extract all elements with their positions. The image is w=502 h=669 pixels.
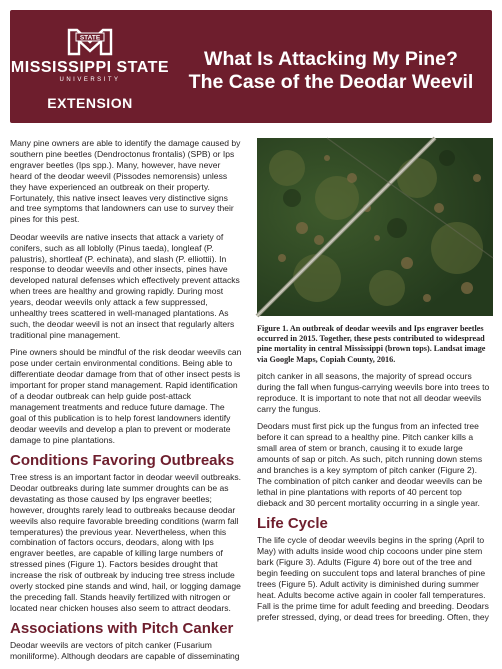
aerial-forest-image xyxy=(257,138,493,316)
page-title xyxy=(170,48,492,94)
section-heading-life-cycle: Life Cycle xyxy=(257,515,328,533)
msu-extension-logo xyxy=(10,10,170,123)
aerial-photo-figure-1 xyxy=(257,138,493,316)
figure-1-caption: Figure 1. An outbreak of deodar weevils and Ips engraver beetles occurred in 2015. Together, these pests contributed to widespread pine mortality in central Mississippi (brown tops). Landsat image via Google Maps, Copiah County, 2016. xyxy=(257,324,486,364)
title-line-2: The Case of the Deodar Weevil xyxy=(188,71,474,93)
body-paragraph: The life cycle of deodar weevils begins in the spring (April to May) with adults inside wood chip cocoons under pine stem bark (Figure 3). Adults (Figure 4) bore out of the tree and begin feeding on succulent tops and lateral branches of pine trees (Figure 5). Adult activity is diminished during summer heat. Adults become active again in cooler fall temperatures. Fall is the prime time for adult feeding and breeding. Deodars prefer stressed, dying, or dead trees for breeding. Often, they xyxy=(257,535,489,622)
body-paragraph: pitch canker in all seasons, the majority of spread occurs during the fall when fungus-carrying weevils bore into trees to reproduce. It is important to note that not all deodar weevils carry the fungus. xyxy=(257,371,490,415)
body-paragraph: Tree stress is an important factor in deodar weevil outbreaks. Deodar outbreaks during late summer droughts can be as devastating as those caused by Ips engraver beetles; however, droughts rarely lead to outbreaks because deodar weevils also require favorable breeding conditions (warm fall temperatures) the previous year. Nevertheless, when this combination of factors occurs, deodars, along with Ips engraver beetles, are capable of killing large numbers of stressed pines (Figure 1). Factors besides drought that increase the risk of outbreak by inducing tree stress include overly stocked pine stands and wind, hail, or logging damage the preceding fall. Stands heavily fertilized with nitrogen or located near chicken houses also seem to attract deodars. xyxy=(10,471,242,613)
intro-paragraph: Many pine owners are able to identify the damage caused by southern pine beetles (Dendroctonus frontalis) (SPB) or Ips engraver beetles (Ips spp.). Many, however, have never heard of the deodar weevil (Pissodes nemorensis) unless they have experienced an outbreak on their property. Fortunately, this native insect leaves very distinctive signs and tree symptoms that landowners can use to survey their pines for this pest. xyxy=(10,138,241,225)
msu-emblem-icon xyxy=(67,24,113,58)
body-paragraph: Deodar weevils are native insects that attack a variety of conifers, such as all loblolly (Pinus taeda), longleaf (P. palustris), shortleaf (P. echinata), and slash (P. elliottii). In response to deodar weevils and other insects, pines have developed natural defenses which effectively prevent attacks when trees are healthy and growing rapidly. During most years, deodar weevils only attack a few suppressed, unhealthy trees scattered in well-managed plantations. As such, the deodar weevil is not an insect that regularly alters traditional pine management. xyxy=(10,231,240,340)
emblem-text: STATE xyxy=(79,34,101,42)
body-paragraph: Deodars must first pick up the fungus from an infected tree before it can spread to a healthy pine. Pitch canker kills a small area of stem or branch, causing it to exude large amounts of sap or pitch. As such, pitch running down stems and branches is a key symptom of pitch canker (Figure 2). The combination of pitch canker and deodar weevils can be lethal in pine plantations with reports of 40 percent top dieback and 30 percent mortality occurring in a single year. xyxy=(257,421,483,508)
header-banner xyxy=(10,10,492,123)
body-paragraph: Pine owners should be mindful of the risk deodar weevils can pose under certain environmental conditions. Being able to differentiate deodar damage from that of other insect pests is important for proper stand management. Rapid identification of a deodar outbreak can help guide post-attack management treatments and reduce future damage. The goal of this publication is to help forest landowners identify deodar weevils and develop a plan to prevent or moderate damage to pine plantations. xyxy=(10,347,242,445)
logo-university-text: UNIVERSITY xyxy=(59,77,121,83)
right-column xyxy=(257,138,493,629)
body-paragraph: Deodar weevils are vectors of pitch canker (Fusarium moniliforme). Although deodars are capable of disseminating xyxy=(10,640,240,662)
section-heading-conditions: Conditions Favoring Outbreaks xyxy=(10,451,235,469)
logo-extension-text: EXTENSION xyxy=(47,95,133,111)
left-column xyxy=(10,138,243,669)
section-heading-pitch-canker: Associations with Pitch Canker xyxy=(10,620,234,638)
logo-state-text: MISSISSIPPI STATE xyxy=(10,59,170,76)
title-line-1: What Is Attacking My Pine? xyxy=(204,48,458,70)
